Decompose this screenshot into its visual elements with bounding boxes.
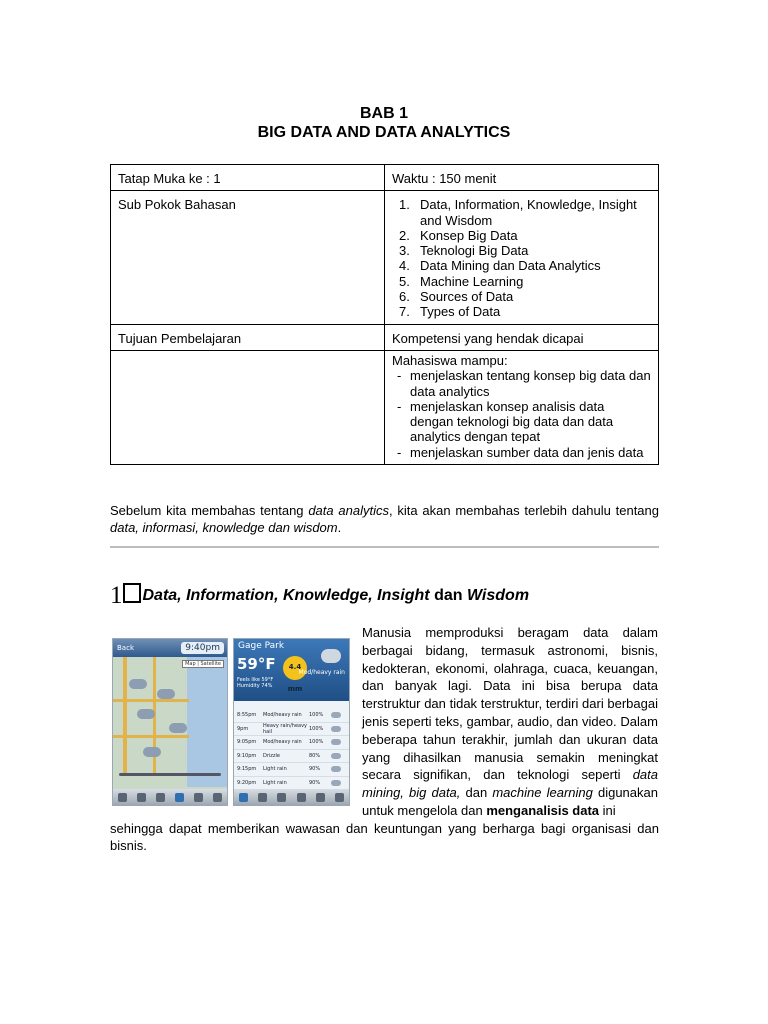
list-item: 3. Teknologi Big Data — [399, 243, 529, 259]
forecast-row: 9:05pm Mod/heavy rain 100% — [234, 736, 349, 750]
rain-icon — [331, 739, 341, 745]
table-row — [111, 350, 659, 464]
back-button[interactable]: Back — [117, 644, 134, 652]
forecast-row: 9:20pm Light rain 90% — [234, 777, 349, 791]
rain-icon — [331, 780, 341, 786]
list-item: 2. Konsep Big Data — [399, 227, 518, 243]
forecast-row: 9:10pm Drizzle 80% — [234, 750, 349, 764]
course-info-table — [110, 164, 659, 465]
rain-icon — [331, 766, 341, 772]
list-item: 5. Machine Learning — [399, 273, 524, 289]
search-icon[interactable] — [213, 793, 222, 802]
section-divider — [110, 546, 659, 548]
storm-cloud-icon — [169, 723, 187, 733]
map-icon[interactable] — [297, 793, 306, 802]
road-line — [113, 735, 189, 738]
storm-cloud-icon — [143, 747, 161, 757]
storm-cloud-icon — [137, 709, 155, 719]
sub-topic-cell — [385, 191, 659, 324]
checkbox-glyph-icon — [123, 583, 141, 603]
objectives-cell — [385, 350, 659, 464]
chapter-title: BIG DATA AND DATA ANALYTICS — [257, 124, 511, 141]
rain-icon — [331, 726, 341, 732]
list-item: 4. Data Mining dan Data Analytics — [399, 258, 601, 274]
meeting-cell: Tatap Muka ke : 1 — [111, 165, 385, 191]
location-label: Gage Park — [238, 641, 285, 651]
students-able-text: Mahasiswa mampu: — [392, 352, 508, 368]
section-heading: 1 Data, Information, Knowledge, Insight dan Wisdom — [110, 582, 530, 609]
tab-bar — [234, 789, 349, 805]
map-icon[interactable] — [175, 793, 184, 802]
list-item: 6. Sources of Data — [399, 289, 514, 305]
objective-item: - menjelaskan tentang konsep big data dan data analytics — [392, 368, 651, 399]
forecast-list — [234, 709, 349, 790]
storm-cloud-icon — [129, 679, 147, 689]
star-icon[interactable] — [277, 793, 286, 802]
sub-topic-label: Sub Pokok Bahasan — [111, 191, 385, 324]
time-cell: Waktu : 150 menit — [385, 165, 659, 191]
weather-map-screenshot — [112, 638, 228, 806]
road-line — [113, 699, 189, 702]
forecast-row: 9pm Heavy rain/heavy hail 100% — [234, 723, 349, 737]
rain-amount-badge: 4.4 mm — [283, 656, 307, 680]
storm-cloud-icon — [157, 689, 175, 699]
map-satellite-toggle[interactable]: Map | Satellite — [182, 660, 224, 668]
list-item: 1. Data, Information, Knowledge, Insight and Wisdom — [399, 197, 637, 228]
storm-icon — [321, 649, 341, 663]
forecast-row: 9:15pm Light rain 90% — [234, 763, 349, 777]
search-icon[interactable] — [335, 793, 344, 802]
road-line — [123, 657, 127, 775]
graph-icon[interactable] — [137, 793, 146, 802]
competency-cell: Kompetensi yang hendak dicapai — [385, 324, 659, 350]
menu-icon[interactable] — [316, 793, 325, 802]
objective-item: - menjelaskan konsep analisis data dengan teknologi big data dan data analytics dengan tepat — [392, 399, 651, 445]
weather-header — [234, 639, 349, 701]
lake-area — [187, 657, 227, 787]
section-number: 1 — [110, 582, 123, 609]
body-paragraph-continuation: sehingga dapat memberikan wawasan dan keuntungan yang berharga bagi organisasi dan bisnis. — [110, 821, 659, 853]
feels-like: Feels like 59°F Humidity 74% — [237, 677, 274, 689]
table-row — [111, 191, 659, 324]
forecast-row: 8:55pm Mod/heavy rain 100% — [234, 709, 349, 723]
intro-paragraph: Sebelum kita membahas tentang data analytics, kita akan membahas terlebih dahulu tentang data, informasi, knowledge dan wisdom. — [110, 503, 659, 535]
objective-item: - menjelaskan sumber data dan jenis data — [392, 445, 651, 460]
home-icon[interactable] — [118, 793, 127, 802]
rain-icon — [331, 753, 341, 759]
weather-forecast-screenshot — [233, 638, 350, 806]
objective-label: Tujuan Pembelajaran — [111, 324, 385, 350]
home-icon[interactable] — [239, 793, 248, 802]
graph-icon[interactable] — [258, 793, 267, 802]
table-row — [111, 324, 659, 350]
menu-icon[interactable] — [194, 793, 203, 802]
body-paragraph: Manusia memproduksi beragam data dalam berbagai bidang, termasuk astronomi, bisnis, kedokteran, ekonomi, olahraga, cuaca, keuangan, dan banyak lagi. Data ini bisa berupa data terstruktur dan tidak terstruktur, terdiri dari berbagai jenis seperti teks, gambar, audio, dan video. Dalam beberapa tahun terakhir, jumlah dan ukuran data yang dihasilkan manusia semakin meningkat secara signifikan, dan teknologi seperti data mining, big data, dan machine learning digunakan untuk mengelola dan menganalisis data ini — [362, 625, 658, 818]
star-icon[interactable] — [156, 793, 165, 802]
list-item: 7. Types of Data — [399, 304, 501, 320]
chapter-label: BAB 1 — [359, 105, 408, 122]
table-row — [111, 165, 659, 191]
empty-cell — [111, 350, 385, 464]
rain-icon — [331, 712, 341, 718]
tab-bar — [113, 789, 227, 805]
sub-topic-list — [392, 197, 651, 319]
map-clock: 9:40pm — [181, 642, 224, 654]
condition-label: Mod/heavy rain — [298, 669, 345, 676]
temperature: 59°F — [237, 655, 276, 673]
time-slider[interactable] — [119, 773, 221, 776]
